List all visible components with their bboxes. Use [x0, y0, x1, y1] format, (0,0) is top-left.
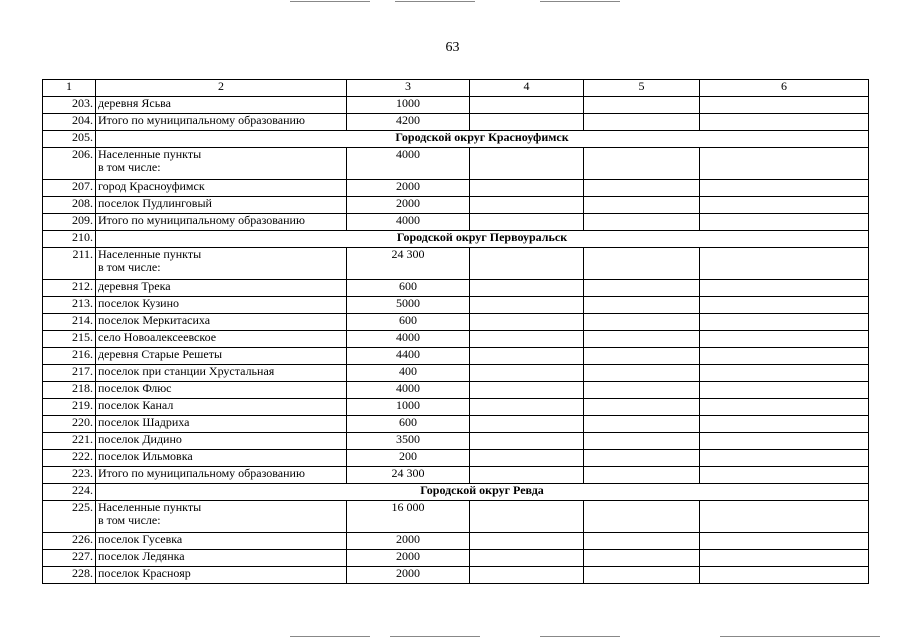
table-row: [43, 550, 869, 567]
empty-cell: [700, 331, 869, 348]
settlement-name-line2: в том числе:: [98, 160, 161, 174]
empty-cell: [700, 148, 869, 180]
scan-artifact-bottom-2: [390, 636, 480, 637]
empty-cell: [700, 399, 869, 416]
row-number: 226.: [43, 533, 96, 550]
population-value: 600: [347, 280, 470, 297]
row-number: 222.: [43, 450, 96, 467]
row-number: 218.: [43, 382, 96, 399]
empty-cell: [584, 197, 700, 214]
table-row: [43, 280, 869, 297]
table-row: [43, 399, 869, 416]
empty-cell: [470, 533, 584, 550]
table-row: [43, 416, 869, 433]
table-row: [43, 197, 869, 214]
table-row: [43, 97, 869, 114]
table-row: [43, 365, 869, 382]
row-number: 209.: [43, 214, 96, 231]
row-number: 221.: [43, 433, 96, 450]
table-row: [43, 501, 869, 533]
row-number: 212.: [43, 280, 96, 297]
row-number: 217.: [43, 365, 96, 382]
column-header: 3: [347, 80, 470, 97]
empty-cell: [700, 97, 869, 114]
empty-cell: [700, 180, 869, 197]
empty-cell: [470, 550, 584, 567]
empty-cell: [700, 450, 869, 467]
settlement-name: поселок Кузино: [96, 297, 347, 314]
row-number: 228.: [43, 567, 96, 584]
row-number: 219.: [43, 399, 96, 416]
empty-cell: [700, 467, 869, 484]
table-row: [43, 433, 869, 450]
row-number: 225.: [43, 501, 96, 533]
settlement-name: деревня Трека: [96, 280, 347, 297]
row-number: 206.: [43, 148, 96, 180]
row-number: 203.: [43, 97, 96, 114]
population-value: 600: [347, 416, 470, 433]
empty-cell: [470, 501, 584, 533]
empty-cell: [584, 399, 700, 416]
table-row: [43, 382, 869, 399]
empty-cell: [470, 450, 584, 467]
empty-cell: [470, 567, 584, 584]
settlement-name-line2: в том числе:: [98, 513, 161, 527]
population-value: 4000: [347, 382, 470, 399]
settlements-table: [42, 79, 869, 584]
empty-cell: [700, 533, 869, 550]
population-value: 16 000: [347, 501, 470, 533]
population-value: 24 300: [347, 467, 470, 484]
empty-cell: [470, 416, 584, 433]
population-value: 2000: [347, 533, 470, 550]
row-number: 210.: [43, 231, 96, 248]
column-header: 1: [43, 80, 96, 97]
settlement-name: [96, 501, 347, 533]
empty-cell: [584, 297, 700, 314]
settlement-name-line1: Населенные пункты: [98, 500, 202, 514]
table-row: [43, 248, 869, 280]
population-value: 3500: [347, 433, 470, 450]
empty-cell: [700, 416, 869, 433]
population-value: 200: [347, 450, 470, 467]
empty-cell: [470, 467, 584, 484]
row-number: 220.: [43, 416, 96, 433]
population-value: 2000: [347, 180, 470, 197]
column-header: 6: [700, 80, 869, 97]
empty-cell: [470, 365, 584, 382]
population-value: 24 300: [347, 248, 470, 280]
table-body: [43, 80, 869, 584]
empty-cell: [700, 382, 869, 399]
empty-cell: [470, 399, 584, 416]
population-value: 1000: [347, 399, 470, 416]
settlement-name: поселок при станции Хрустальная: [96, 365, 347, 382]
empty-cell: [700, 248, 869, 280]
empty-cell: [584, 180, 700, 197]
population-value: 2000: [347, 197, 470, 214]
scan-artifact-bottom-4: [720, 636, 880, 637]
table-row: [43, 348, 869, 365]
table-header-row: [43, 80, 869, 97]
empty-cell: [584, 450, 700, 467]
row-number: 207.: [43, 180, 96, 197]
empty-cell: [584, 114, 700, 131]
row-number: 227.: [43, 550, 96, 567]
page-number: 63: [445, 40, 460, 55]
empty-cell: [470, 433, 584, 450]
population-value: 4400: [347, 348, 470, 365]
settlement-name-line1: Населенные пункты: [98, 147, 202, 161]
table-row: [43, 180, 869, 197]
settlement-name: деревня Ясьва: [96, 97, 347, 114]
settlement-name: поселок Канал: [96, 399, 347, 416]
settlement-name: поселок Краснояр: [96, 567, 347, 584]
settlement-name: поселок Дидино: [96, 433, 347, 450]
scan-artifact-top-3: [540, 1, 620, 2]
population-value: 4000: [347, 214, 470, 231]
settlement-name: поселок Ледянка: [96, 550, 347, 567]
scan-artifact-bottom-1: [290, 636, 370, 637]
empty-cell: [700, 365, 869, 382]
row-number: 205.: [43, 131, 96, 148]
population-value: 1000: [347, 97, 470, 114]
empty-cell: [584, 501, 700, 533]
row-number: 224.: [43, 484, 96, 501]
population-value: 4200: [347, 114, 470, 131]
settlement-name: поселок Шадриха: [96, 416, 347, 433]
empty-cell: [700, 550, 869, 567]
table-row: [43, 331, 869, 348]
row-number: 214.: [43, 314, 96, 331]
row-number: 213.: [43, 297, 96, 314]
settlement-name: поселок Пудлинговый: [96, 197, 347, 214]
empty-cell: [584, 214, 700, 231]
scan-artifact-bottom-3: [540, 636, 620, 637]
empty-cell: [584, 148, 700, 180]
settlement-name-line1: Населенные пункты: [98, 247, 202, 261]
empty-cell: [700, 197, 869, 214]
section-row: [43, 231, 869, 248]
empty-cell: [700, 501, 869, 533]
population-value: 400: [347, 365, 470, 382]
section-row: [43, 484, 869, 501]
population-value: 5000: [347, 297, 470, 314]
empty-cell: [584, 314, 700, 331]
row-number: 215.: [43, 331, 96, 348]
empty-cell: [584, 280, 700, 297]
empty-cell: [584, 348, 700, 365]
empty-cell: [584, 382, 700, 399]
empty-cell: [584, 97, 700, 114]
empty-cell: [470, 280, 584, 297]
settlement-name-line2: в том числе:: [98, 260, 161, 274]
population-value: 600: [347, 314, 470, 331]
settlement-name: поселок Флюс: [96, 382, 347, 399]
empty-cell: [584, 248, 700, 280]
settlement-name: село Новоалексеевское: [96, 331, 347, 348]
row-number: 223.: [43, 467, 96, 484]
table-row: [43, 297, 869, 314]
empty-cell: [470, 197, 584, 214]
empty-cell: [470, 248, 584, 280]
empty-cell: [470, 348, 584, 365]
empty-cell: [700, 114, 869, 131]
empty-cell: [700, 433, 869, 450]
population-value: 4000: [347, 148, 470, 180]
table-row: [43, 450, 869, 467]
settlement-name: [96, 248, 347, 280]
empty-cell: [470, 331, 584, 348]
empty-cell: [700, 348, 869, 365]
section-title: Городской округ Первоуральск: [96, 231, 869, 248]
empty-cell: [700, 297, 869, 314]
population-value: 2000: [347, 550, 470, 567]
table-row: [43, 467, 869, 484]
empty-cell: [470, 97, 584, 114]
scan-artifact-top-2: [395, 1, 475, 2]
empty-cell: [584, 467, 700, 484]
empty-cell: [470, 148, 584, 180]
empty-cell: [470, 214, 584, 231]
empty-cell: [470, 297, 584, 314]
settlement-name: деревня Старые Решеты: [96, 348, 347, 365]
row-number: 204.: [43, 114, 96, 131]
section-row: [43, 131, 869, 148]
empty-cell: [700, 567, 869, 584]
settlement-name: Итого по муниципальному образованию: [96, 214, 347, 231]
row-number: 211.: [43, 248, 96, 280]
table-row: [43, 148, 869, 180]
row-number: 208.: [43, 197, 96, 214]
empty-cell: [584, 567, 700, 584]
settlement-name: поселок Меркитасиха: [96, 314, 347, 331]
section-title: Городской округ Ревда: [96, 484, 869, 501]
table-row: [43, 214, 869, 231]
empty-cell: [470, 382, 584, 399]
column-header: 2: [96, 80, 347, 97]
settlement-name: город Красноуфимск: [96, 180, 347, 197]
empty-cell: [470, 180, 584, 197]
empty-cell: [584, 533, 700, 550]
empty-cell: [584, 365, 700, 382]
empty-cell: [700, 214, 869, 231]
table-row: [43, 114, 869, 131]
table-row: [43, 533, 869, 550]
table-row: [43, 314, 869, 331]
empty-cell: [584, 416, 700, 433]
population-value: 2000: [347, 567, 470, 584]
empty-cell: [700, 280, 869, 297]
column-header: 5: [584, 80, 700, 97]
population-value: 4000: [347, 331, 470, 348]
empty-cell: [584, 433, 700, 450]
settlement-name: поселок Гусевка: [96, 533, 347, 550]
column-header: 4: [470, 80, 584, 97]
settlement-name: [96, 148, 347, 180]
empty-cell: [584, 331, 700, 348]
settlement-name: Итого по муниципальному образованию: [96, 114, 347, 131]
section-title: Городской округ Красноуфимск: [96, 131, 869, 148]
empty-cell: [584, 550, 700, 567]
table-row: [43, 567, 869, 584]
row-number: 216.: [43, 348, 96, 365]
settlement-name: Итого по муниципальному образованию: [96, 467, 347, 484]
empty-cell: [700, 314, 869, 331]
scan-artifact-top-1: [290, 1, 370, 2]
settlement-name: поселок Ильмовка: [96, 450, 347, 467]
empty-cell: [470, 314, 584, 331]
empty-cell: [470, 114, 584, 131]
